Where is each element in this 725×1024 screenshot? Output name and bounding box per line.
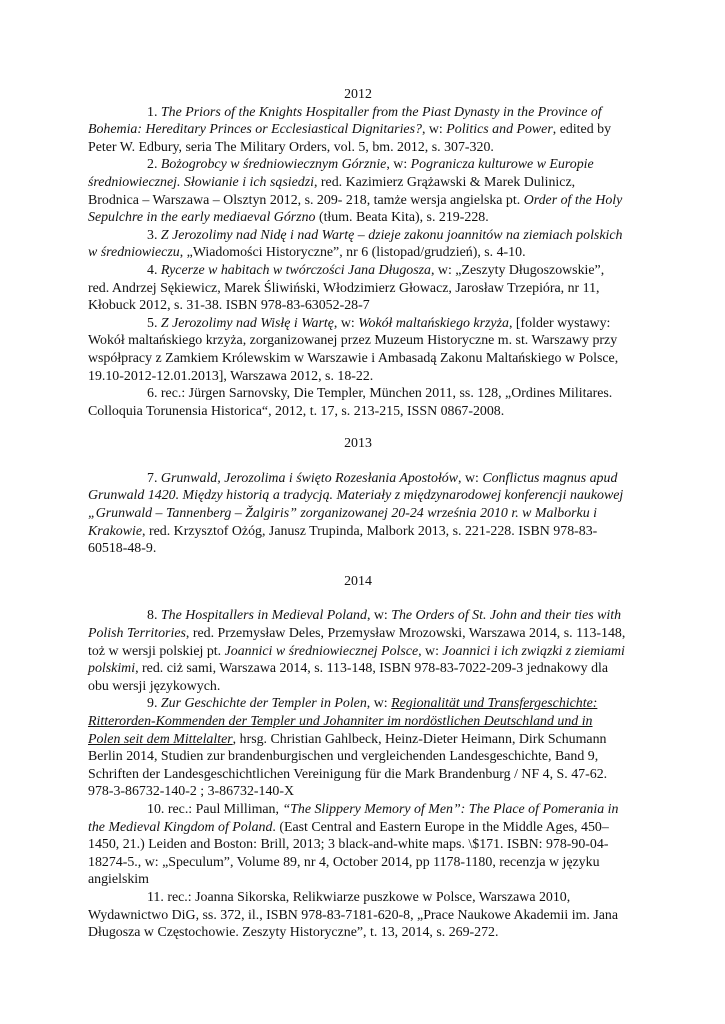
entry-text: , red. Przemysław Deles, Przemysław Mrozowski, Warszawa 2014, s. 113-148, toż w wersji polskiej pt. <box>88 626 626 659</box>
bibliography-entry-11 <box>88 889 628 942</box>
entry-title: Zur Geschichte der Templer in Polen <box>160 696 367 712</box>
bibliography-entry-9 <box>88 695 628 801</box>
entry-text: rec.: Jürgen Sarnovsky, Die Templer, München 2011, ss. 128, „Ordines Militares. Colloquia Torunensia Historica“, 2012, t. 17, s. 213-215, ISSN 0867-2008. <box>88 386 613 419</box>
entry-title: Bożogrobcy w średniowiecznym Górznie <box>160 157 387 173</box>
bibliography-entry-1 <box>88 104 628 157</box>
entry-title: Z Jerozolimy nad Nidę i nad Wartę – dzieje zakonu joannitów na ziemiach polskich w średniowieczu <box>88 227 623 261</box>
entry-text: , w: <box>386 157 411 173</box>
entry-text: , edited by Peter W. Edbury, seria The Military Orders, vol. 5, bm. 2012, s. 307-320. <box>88 122 612 155</box>
entry-text: rec.: Paul Milliman, <box>167 801 283 817</box>
entry-book-title: The Orders of St. John and their ties with Polish Territories <box>88 608 622 642</box>
entry-number: 10. <box>147 801 165 817</box>
entry-text: (tłum. Beata Kita), s. 219-228. <box>315 210 489 226</box>
entry-number: 4. <box>147 262 158 278</box>
bibliography-entry-4 <box>88 262 628 315</box>
bibliography <box>88 86 628 942</box>
entry-number: 2. <box>147 157 158 173</box>
entry-text: , red. Kazimierz Grążawski & Marek Dulinicz, Brodnica – Warszawa – Olsztyn 2012, s. 209- 218, tamże wersja angielska pt. <box>88 174 576 208</box>
entry-text: , hrsg. Christian Gahlbeck, Heinz-Dieter Heimann, Dirk Schumann Berlin 2014, Studien zur brandenburgischen und vergleichenden Landesgeschichte, Band 9, Schriften der Landesgeschichtlichen Vereinigung für die Mark Brandenburg / NF 4, S. 47-62. 978-3-86732-140-2 ; 3-86732-140-X <box>88 731 608 800</box>
entry-text: . (East Central and Eastern Europe in the Middle Ages, 450–1450, 21.) Leiden and Boston: Brill, 2013; 3 black-and-white maps. \$171. ISBN: 978-90-04-18274-5., w: „Speculum”, Volume 89, nr 4, October 2014, pp 1178-1180, recenzja w języku angielskim <box>88 819 609 888</box>
entry-number: 6. <box>147 386 158 402</box>
year-heading-2014: 2014 <box>344 573 372 589</box>
entry-title: “The Slippery Memory of Men”: The Place of Pomerania in the Medieval Kingdom of Poland <box>88 801 619 835</box>
entry-text: , w: <box>421 122 447 138</box>
entry-book-title: Conflictus magnus apud Grunwald 1420. Między historią a tradycją. Materiały z międzynarodowej konferencji naukowej „Grunwald – Tannenberg – Žalgiris” zorganizowanej 20-24 września 2010 r. w Malborku i Krakowie <box>88 470 624 539</box>
entry-number: 5. <box>147 315 158 331</box>
entry-text: , red. Krzysztof Ożóg, Janusz Trupinda, Malbork 2013, s. 221-228. ISBN 978-83-60518-48-9. <box>88 523 598 557</box>
entry-title: The Hospitallers in Medieval Poland <box>160 608 367 624</box>
entry-text: , „Wiadomości Historyczne”, nr 6 (listopad/grudzień), s. 4-10. <box>179 245 526 261</box>
entry-number: 11. <box>147 889 164 905</box>
bibliography-entry-8 <box>88 607 628 695</box>
entry-title: Z Jerozolimy nad Wisłę i Wartę <box>160 315 334 331</box>
entry-text: rec.: Joanna Sikorska, Relikwiarze puszkowe w Polsce, Warszawa 2010, Wydawnictwo DiG, ss. 372, il., ISBN 978-83-7181-620-8, „Prace Naukowe Akademii im. Jana Długosza w Częstochowie. Zeszyty Historyczne”, t. 13, 2014, s. 269-272. <box>88 889 618 941</box>
entry-number: 9. <box>147 696 158 712</box>
entry-title: Grunwald, Jerozolima i święto Rozesłania Apostołów <box>160 470 459 486</box>
entry-number: 3. <box>147 227 158 243</box>
entry-text: , w: „Zeszyty Długoszowskie”, red. Andrzej Sękiewicz, Marek Śliwiński, Włodzimierz Głowacz, Jarosław Trzepióra, nr 11, Kłobuck 2012, s. 31-38. ISBN 978-83-63052-28-7 <box>88 262 605 314</box>
entry-number: 7. <box>147 470 158 486</box>
bibliography-entry-3 <box>88 227 628 262</box>
entry-text: , red. ciż sami, Warszawa 2014, s. 113-148, ISBN 978-83-7022-209-3 jednakowy dla obu wersji językowych. <box>88 661 609 694</box>
entry-text: , [folder wystawy: Wokół maltańskiego krzyża, zorganizowanej przez Muzeum Historyczne m. st. Warszawy przy współpracy z Zamkiem Królewskim w Warszawie i Ambasadą Zakonu Maltańskiego w Polsce, 19.10-2012-12.01.2013], Warszawa 2012, s. 18-22. <box>88 315 619 384</box>
entry-book-title: Politics and Power <box>446 122 553 138</box>
entry-text: , w: <box>458 470 483 486</box>
entry-text: , w: <box>418 643 443 659</box>
entry-text: , w: <box>366 608 392 624</box>
entry-title: Rycerze w habitach w twórczości Jana Długosza <box>160 262 431 278</box>
entry-text: , w: <box>366 696 392 712</box>
entry-book-title-english: Order of the Holy Sepulchre in the early mediaeval Górzno <box>88 192 623 226</box>
entry-number: 1. <box>147 104 158 120</box>
entry-title-polish: Joannici w średniowiecznej Polsce <box>224 643 419 659</box>
bibliography-entry-6 <box>88 385 628 420</box>
entry-book-title: Pogranicza kulturowe w Europie średniowiecznej. Słowianie i ich sąsiedzi <box>88 157 594 190</box>
year-heading-2012: 2012 <box>344 87 372 102</box>
bibliography-entry-10 <box>88 801 628 889</box>
entry-number: 8. <box>147 608 158 624</box>
entry-book-title: Wokół maltańskiego krzyża <box>358 315 509 331</box>
year-heading-2013: 2013 <box>344 436 372 452</box>
entry-book-title-polish: Joannici i ich związki z ziemiami polskimi <box>88 643 625 677</box>
bibliography-entry-7 <box>88 470 628 558</box>
entry-book-title-underlined: Regionalität und Transfergeschichte: Ritterorden-Kommenden der Templer und Johanniter im nordöstlichen Deutschland und in Polen seit dem Mittelalter <box>88 696 598 747</box>
entry-title: The Priors of the Knights Hospitaller from the Piast Dynasty in the Province of Bohemia: Hereditary Princes or Ecclesiastical Dignitaries? <box>88 104 602 138</box>
entry-text: , w: <box>333 315 359 331</box>
bibliography-entry-2 <box>88 156 628 226</box>
bibliography-entry-5 <box>88 315 628 385</box>
